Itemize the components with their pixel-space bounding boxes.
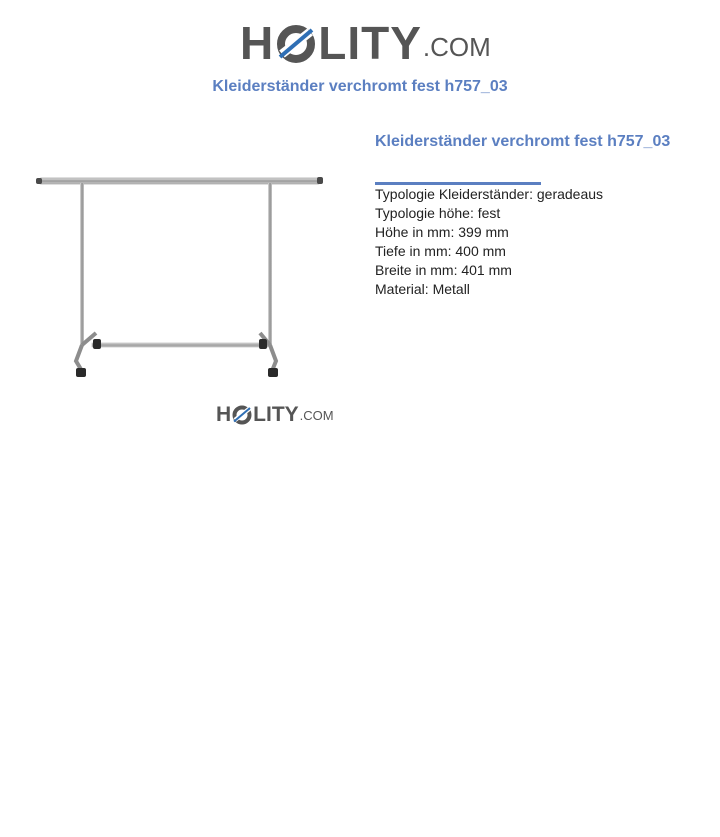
holity-logo-small bbox=[216, 399, 332, 427]
spec-height-type: Typologie höhe: fest bbox=[375, 205, 501, 221]
spec-width: Breite in mm: 401 mm bbox=[375, 262, 512, 278]
logo-small-letter-h: H bbox=[216, 403, 232, 426]
logo-letter-h: H bbox=[240, 17, 275, 69]
page-title: Kleiderständer verchromt fest h757_03 bbox=[212, 78, 508, 95]
product-image bbox=[30, 165, 330, 390]
product-specs bbox=[375, 185, 705, 299]
spec-height: Höhe in mm: 399 mm bbox=[375, 224, 509, 240]
logo-small-globe-icon bbox=[232, 405, 252, 425]
logo-small-suffix: .COM bbox=[299, 408, 334, 423]
product-heading: Kleiderständer verchromt fest h757_03 bbox=[375, 133, 671, 150]
clothes-rack-icon bbox=[30, 165, 330, 390]
spec-typology: Typologie Kleiderständer: geradeaus bbox=[375, 186, 604, 202]
spec-depth: Tiefe in mm: 400 mm bbox=[375, 243, 506, 259]
logo-letters: LITY bbox=[318, 17, 422, 69]
spec-material: Material: Metall bbox=[375, 281, 470, 297]
holity-logo bbox=[240, 12, 491, 69]
logo-suffix: .COM bbox=[422, 32, 491, 62]
logo-small-letters: LITY bbox=[253, 403, 299, 426]
logo-globe-icon bbox=[276, 24, 316, 64]
